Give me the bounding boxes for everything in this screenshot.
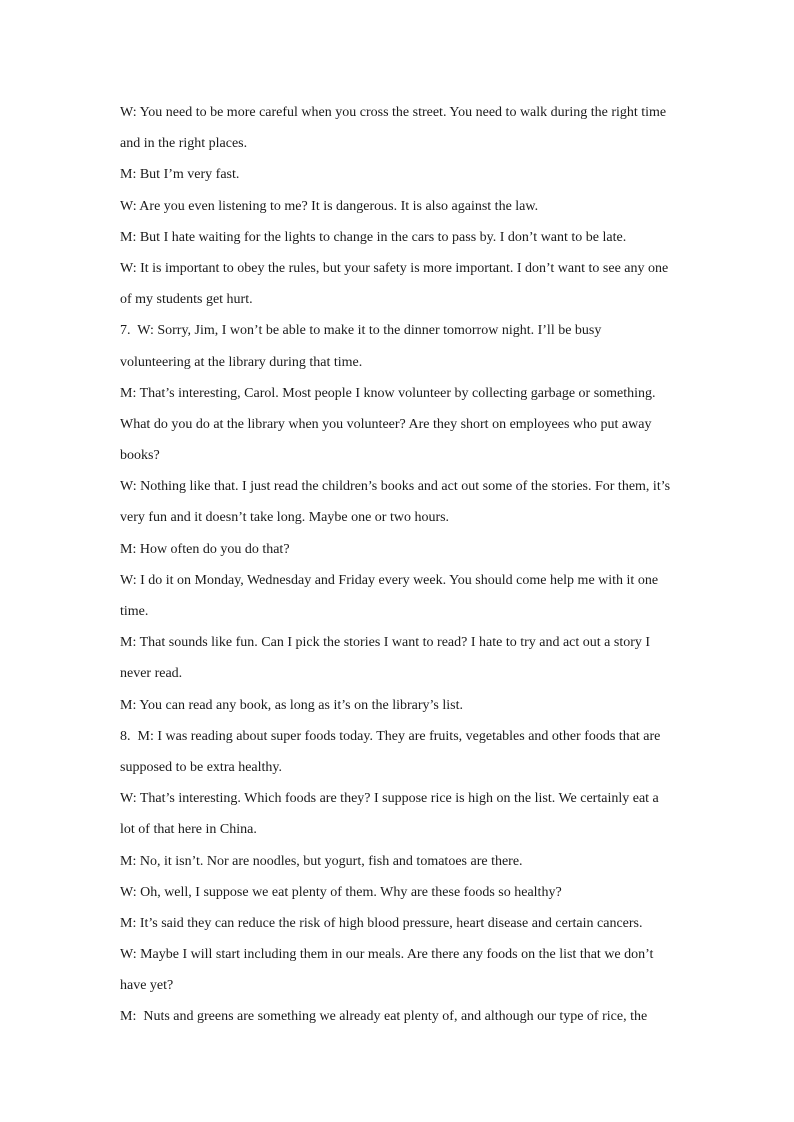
- text-line: and in the right places.: [120, 136, 248, 152]
- text-line: M: That’s interesting, Carol. Most people I know volunteer by collecting garbage or something.: [120, 385, 656, 401]
- text-line: M: How often do you do that?: [120, 541, 290, 557]
- text-line: W: Oh, well, I suppose we eat plenty of them. Why are these foods so healthy?: [120, 884, 562, 900]
- text-line: W: Are you even listening to me? It is dangerous. It is also against the law.: [120, 198, 539, 214]
- text-line: M: That sounds like fun. Can I pick the stories I want to read? I hate to try and act out a story I: [120, 635, 651, 651]
- text-line: of my students get hurt.: [120, 292, 253, 308]
- text-line: M: But I’m very fast.: [120, 167, 240, 183]
- text-line: lot of that here in China.: [120, 822, 257, 838]
- question-8-line: 8. M: I was reading about super foods today. They are fruits, vegetables and other foods that are: [120, 728, 661, 744]
- text-line: books?: [120, 448, 160, 464]
- text-line: W: Maybe I will start including them in our meals. Are there any foods on the list that we don’t: [120, 947, 654, 963]
- transcript-text: [120, 97, 680, 1033]
- question-7-line: 7. W: Sorry, Jim, I won’t be able to make it to the dinner tomorrow night. I’ll be busy: [120, 323, 602, 339]
- text-line: time.: [120, 604, 149, 619]
- text-line: have yet?: [120, 978, 174, 994]
- text-line: W: Nothing like that. I just read the children’s books and act out some of the stories. For them, it’s: [120, 479, 671, 495]
- text-line: supposed to be extra healthy.: [120, 759, 282, 775]
- text-line: never read.: [120, 666, 183, 682]
- text-line: W: It is important to obey the rules, but your safety is more important. I don’t want to see any one: [120, 260, 669, 276]
- text-line: M: But I hate waiting for the lights to change in the cars to pass by. I don’t want to be late.: [120, 229, 627, 245]
- text-line: What do you do at the library when you volunteer? Are they short on employees who put away: [120, 416, 652, 432]
- text-line: M: No, it isn’t. Nor are noodles, but yogurt, fish and tomatoes are there.: [120, 853, 523, 869]
- text-line: W: That’s interesting. Which foods are they? I suppose rice is high on the list. We certainly eat a: [120, 791, 659, 807]
- text-line: very fun and it doesn’t take long. Maybe one or two hours.: [120, 510, 450, 526]
- text-line: volunteering at the library during that time.: [120, 354, 363, 370]
- text-line: M: It’s said they can reduce the risk of high blood pressure, heart disease and certain cancers.: [120, 915, 643, 931]
- text-line: W: I do it on Monday, Wednesday and Friday every week. You should come help me with it one: [120, 572, 659, 588]
- text-line: M: You can read any book, as long as it’s on the library’s list.: [120, 697, 463, 713]
- text-line: M: Nuts and greens are something we already eat plenty of, and although our type of rice, the: [120, 1009, 648, 1025]
- text-line: W: You need to be more careful when you cross the street. You need to walk during the right time: [120, 105, 667, 120]
